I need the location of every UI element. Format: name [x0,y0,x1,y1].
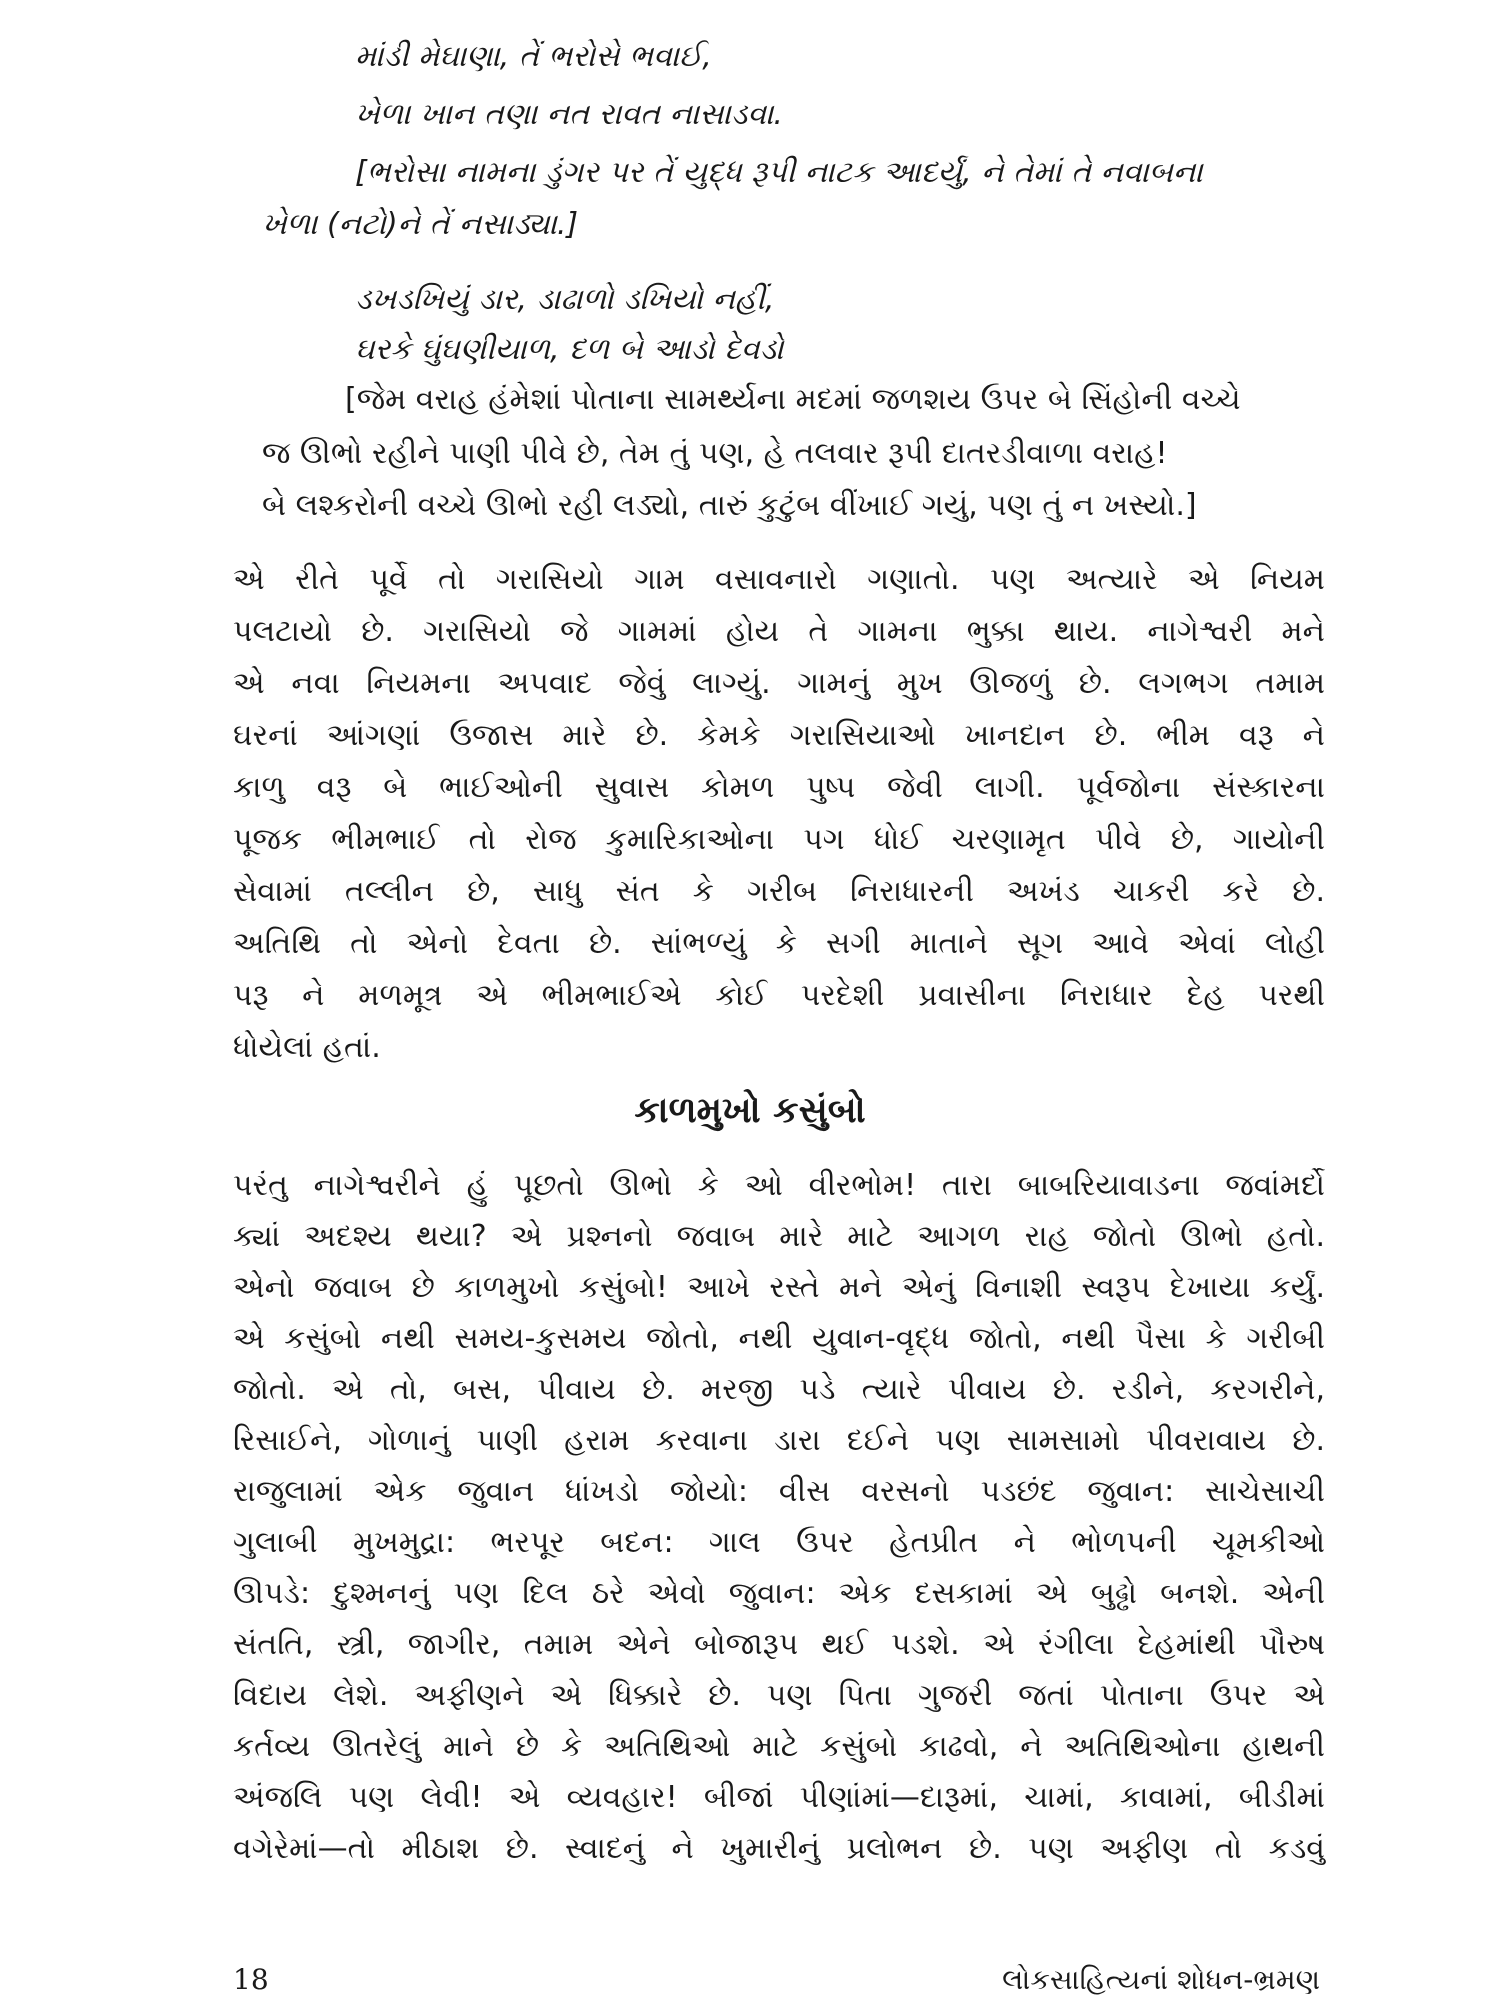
page-number: 18 [233,1963,269,1996]
paragraph-line: રિસાઈને, ગોળાનું પાણી હરામ કરવાના ડારા દઈને પણ સામસામો પીવરાવાય છે. [233,1423,1325,1458]
paragraph-line: એ રીતે પૂર્વે તો ગરાસિયો ગામ વસાવનારો ગણાતો. પણ અત્યારે એ નિયમ [233,562,1325,597]
verse-gloss-line: ખેળા (નટો)ને તેં નસાડ્યા.] [262,207,579,242]
paragraph-line: ઘરનાં આંગણાં ઉજાસ મારે છે. કેમકે ગરાસિયાઓ ખાનદાન છે. ભીમ વરૂ ને [233,718,1325,753]
running-title: લોકસાહિત્યનાં શોધન-ભ્રમણ [1002,1963,1320,1996]
paragraph-line: ક્યાં અદશ્ય થયા? એ પ્રશ્નનો જવાબ મારે માટે આગળ રાહ જોતો ઊભો હતો. [233,1219,1325,1254]
paragraph-line: ધોયેલાં હતાં. [233,1030,381,1065]
paragraph-line: પૂજક ભીમભાઈ તો રોજ કુમારિકાઓના પગ ધોઈ ચરણામૃત પીવે છે, ગાયોની [233,822,1325,857]
paragraph-line: ઊપડે: દુશ્મનનું પણ દિલ ઠરે એવો જુવાન: એક દસકામાં એ બુઢ્ઢો બનશે. એની [233,1576,1325,1611]
paragraph-line: એ નવા નિયમના અપવાદ જેવું લાગ્યું. ગામનું મુખ ઊજળું છે. લગભગ તમામ [233,666,1325,701]
paragraph-line: સેવામાં તલ્લીન છે, સાધુ સંત કે ગરીબ નિરાધારની અખંડ ચાકરી કરે છે. [233,874,1325,909]
section-heading: કાળમુખો કસુંબો [634,1090,866,1131]
verse-gloss-line: બે લશ્કરોની વચ્ચે ઊભો રહી લડ્યો, તારું કુટુંબ વીંખાઈ ગયું, પણ તું ન ખસ્યો.] [262,488,1197,523]
paragraph-line: પરંતુ નાગેશ્વરીને હું પૂછતો ઊભો કે ઓ વીરભોમ! તારા બાબરિયાવાડના જવાંમર્દો [233,1168,1325,1203]
paragraph-line: જોતો. એ તો, બસ, પીવાય છે. મરજી પડે ત્યારે પીવાય છે. રડીને, કરગરીને, [233,1372,1325,1407]
paragraph-line: વિદાય લેશે. અફીણને એ ધિક્કારે છે. પણ પિતા ગુજરી જતાં પોતાના ઉપર એ [233,1678,1325,1713]
paragraph-line: સંતતિ, સ્ત્રી, જાગીર, તમામ એને બોજારૂપ થઈ પડશે. એ રંગીલા દેહમાંથી પૌરુષ [233,1627,1325,1662]
verse-line: ખેળા ખાન તણા નત રાવત નાસાડવા. [355,97,783,132]
paragraph-line: વગેરેમાં—તો મીઠાશ છે. સ્વાદનું ને ખુમારીનું પ્રલોભન છે. પણ અફીણ તો કડવું [233,1831,1325,1866]
paragraph-line: પરૂ ને મળમૂત્ર એ ભીમભાઈએ કોઈ પરદેશી પ્રવાસીના નિરાધાર દેહ પરથી [233,978,1325,1013]
verse-gloss-line: [ભરોસા નામના ડુંગર પર તેં યુદ્ધ રૂપી નાટક આદર્યું, ને તેમાં તે નવાબના [355,155,1203,190]
verse-line: માંડી મેઘાણા, તેં ભરોસે ભવાઈ, [355,39,712,74]
paragraph-line: કર્તવ્ય ઊતરેલું માને છે કે અતિથિઓ માટે કસુંબો કાઢવો, ને અતિથિઓના હાથની [233,1729,1325,1764]
paragraph-line: પલટાયો છે. ગરાસિયો જે ગામમાં હોય તે ગામના ભુક્કા થાય. નાગેશ્વરી મને [233,614,1325,649]
paragraph-line: એનો જવાબ છે કાળમુખો કસુંબો! આખે રસ્તે મને એનું વિનાશી સ્વરૂપ દેખાયા કર્યું. [233,1270,1325,1305]
paragraph-line: અતિથિ તો એનો દેવતા છે. સાંભળ્યું કે સગી માતાને સૂગ આવે એવાં લોહી [233,926,1325,961]
verse-line: ઘરકે ઘુંઘણીયાળ, દળ બે આડો દેવડો [355,332,784,367]
paragraph-line: રાજુલામાં એક જુવાન ધાંખડો જોયો: વીસ વરસનો પડછંદ જુવાન: સાચેસાચી [233,1474,1325,1509]
verse-line: ડખડખિયું ડાર, ડાઢાળો ડખિયો નહીં, [355,282,775,317]
verse-gloss-line: જ ઊભો રહીને પાણી પીવે છે, તેમ તું પણ, હે તલવાર રૂપી દાતરડીવાળા વરાહ! [262,436,1168,471]
paragraph-line: એ કસુંબો નથી સમય-કુસમય જોતો, નથી યુવાન-વૃદ્ધ જોતો, નથી પૈસા કે ગરીબી [233,1321,1325,1356]
verse-gloss-line: [જેમ વરાહ હંમેશાં પોતાના સામર્થ્યના મદમાં જળશય ઉપર બે સિંહોની વચ્ચે [345,382,1241,417]
paragraph-line: કાળુ વરૂ બે ભાઈઓની સુવાસ કોમળ પુષ્પ જેવી લાગી. પૂર્વજોના સંસ્કારના [233,770,1325,805]
paragraph-line: ગુલાબી મુખમુદ્રા: ભરપૂર બદન: ગાલ ઉપર હેતપ્રીત ને ભોળપની ચૂમકીઓ [233,1525,1325,1560]
paragraph-line: અંજલિ પણ લેવી! એ વ્યવહાર! બીજાં પીણાંમાં—દારૂમાં, ચામાં, કાવામાં, બીડીમાં [233,1780,1325,1815]
